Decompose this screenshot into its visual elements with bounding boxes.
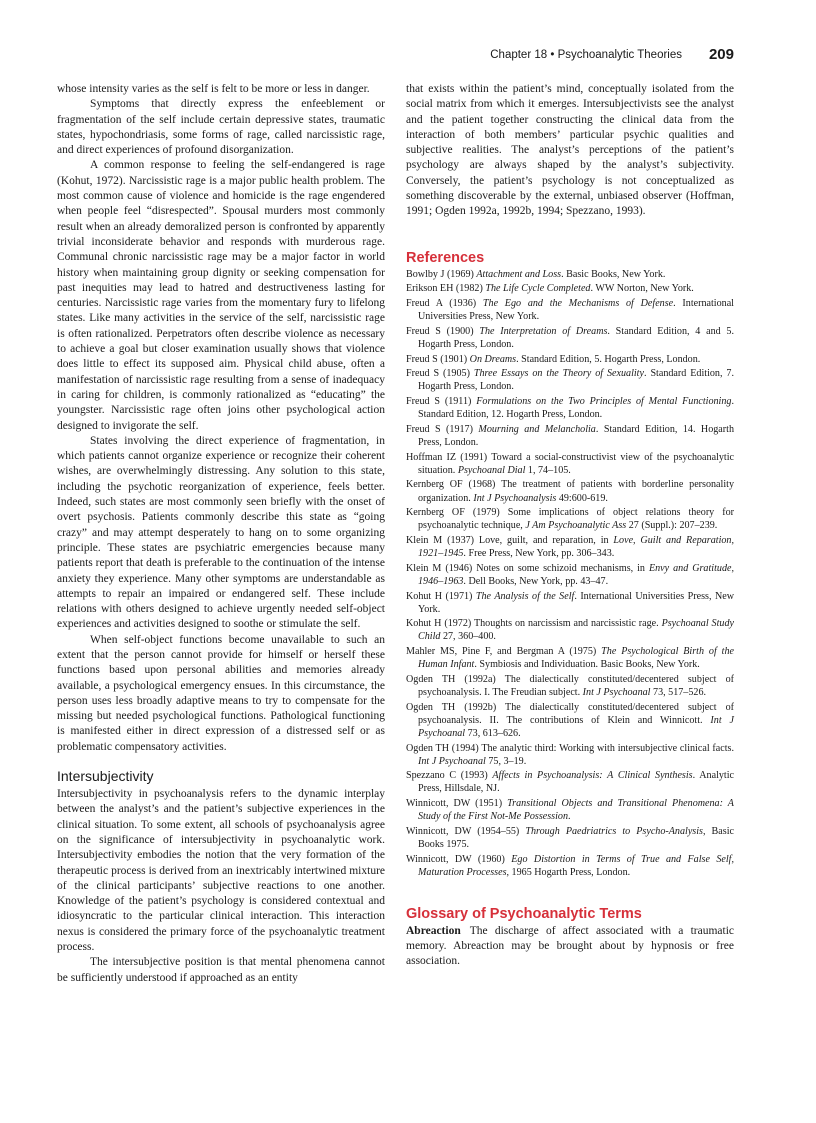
reference-text: , 1965 Hogarth Press, London.	[506, 866, 631, 878]
reference-text: 73, 613–626.	[465, 727, 521, 739]
body-text-bottom	[57, 787, 385, 986]
reference-title: The Life Cycle Completed	[485, 283, 591, 295]
reference-title: Love, Guilt and Reparation, 1921–1945	[418, 534, 735, 560]
reference-item	[406, 797, 734, 823]
glossary-definition: The discharge of affect associated with a traumatic memory. Abreaction may be brought about by hypnosis or free association.	[406, 924, 734, 968]
reference-title: Transitional Objects and Transitional Phenomena: A Study of the First Not-Me Possession	[418, 798, 734, 823]
reference-text: Freud S (1905)	[406, 368, 474, 380]
reference-text: . WW Norton, New York.	[590, 283, 694, 295]
reference-item	[406, 353, 734, 366]
reference-item	[406, 590, 734, 616]
reference-title: Ego Distortion in Terms of True and False Self, Maturation Processes	[418, 853, 734, 878]
reference-text: Mahler MS, Pine F, and Bergman A (1975)	[406, 646, 602, 658]
reference-item	[406, 825, 734, 851]
reference-title: Envy and Gratitude, 1946–1963	[418, 562, 734, 587]
reference-text: . Standard Edition, 7. Hogarth Press, London.	[418, 368, 734, 393]
reference-text: Kohut H (1971)	[406, 590, 476, 602]
reference-item	[406, 673, 734, 699]
reference-title: Affects in Psychoanalysis: A Clinical Synthesis	[492, 770, 693, 782]
reference-title: The Psychological Birth of the Human Infant	[418, 646, 734, 671]
reference-item	[406, 506, 734, 532]
reference-title: Mourning and Melancholia	[478, 423, 596, 435]
body-paragraph: States involving the direct experience of fragmentation, in which patients cannot organize experience or recognize their coherent wishes, are overwhelmingly distressing. Any solution to this state, including the psychotic reorganization of experience, feels better. Indeed, such states are most commonly seen briefly with the onset of overt psychosis. Patients commonly describe this state as “going crazy” and may attempt desperately to hang on to some organizing principle. These states are psychiatric emergencies because many patients report that death is preferable to the continuation of the intense anxiety they experience. Many other symptoms are understandable as attempts to repair an impaired or endangered self. These include relations with others designed to achieve urgently needed self-object experiences and activities designed to soothe or stimulate the self.	[57, 434, 385, 631]
reference-text: Freud A (1936)	[406, 298, 483, 310]
reference-title: The Ego and the Mechanisms of Defense	[482, 298, 674, 310]
reference-text: Ogden TH (1992b) The dialectically constituted/decentered subject of psychoanalysis. II. The contributions of Klein and Winnicott.	[406, 701, 734, 726]
reference-text: 27, 360–400.	[440, 631, 496, 643]
body-paragraph-continuation: that exists within the patient’s mind, conceptually isolated from the social matrix from which it emerges. Intersubjectivists see the analyst and the patient together constructing the clinical data from the interaction of both members’ particular psychic qualities and subjective realities. The analyst’s perceptions of the patient’s psychology are always shaped by the analyst’s subjectivity. Conversely, the patient’s psychology is not conceptualized as something discoverable by the external, unbiased observer (Hoffman, 1991; Ogden 1992a, 1992b, 1994; Spezzano, 1993).	[406, 83, 734, 218]
glossary-heading: Glossary of Psychoanalytic Terms	[406, 905, 642, 922]
reference-title: Int J Psychoanal	[418, 755, 486, 767]
reference-item	[406, 395, 734, 421]
glossary-term: Abreaction	[406, 924, 461, 937]
reference-text: 49:600-619.	[556, 492, 608, 504]
reference-text: . International Universities Press, New York.	[418, 590, 735, 615]
reference-title: J Am Psychoanalytic Ass	[525, 520, 627, 532]
reference-item	[406, 645, 734, 671]
reference-text: . Dell Books, New York, pp. 43–47.	[463, 575, 609, 587]
reference-text: Freud S (1917)	[406, 423, 479, 435]
reference-text: . Free Press, New York, pp. 306–343.	[463, 548, 615, 560]
reference-title: Int J Psychoanalysis	[473, 492, 557, 504]
reference-title: Int J Psychoanal	[418, 714, 734, 739]
reference-item	[406, 282, 734, 295]
reference-text: . Standard Edition, 12. Hogarth Press, London.	[418, 396, 734, 421]
reference-text: , Basic Books 1975.	[418, 825, 734, 850]
reference-item	[406, 423, 734, 449]
reference-title: Psychoanal Study Child	[418, 618, 734, 643]
reference-text: . Standard Edition, 5. Hogarth Press, London.	[516, 353, 701, 365]
right-column	[406, 82, 734, 970]
reference-text: 1, 74–105.	[525, 464, 571, 476]
reference-text: Freud S (1900)	[406, 325, 480, 337]
glossary-section	[406, 906, 734, 970]
reference-text: . Standard Edition, 4 and 5. Hogarth Press, London.	[418, 325, 734, 350]
reference-text: Winnicott, DW (1954–55)	[406, 825, 526, 837]
reference-title: The Interpretation of Dreams	[479, 325, 608, 337]
reference-text: Ogden TH (1992a) The dialectically constituted/decentered subject of psychoanalysis. I. The Freudian subject.	[406, 673, 734, 698]
reference-text: Klein M (1946) Notes on some schizoid mechanisms, in	[406, 562, 649, 574]
reference-text: Kernberg OF (1968) The treatment of patients with borderline personality organization.	[406, 479, 734, 504]
reference-title: Formulations on the Two Principles of Mental Functioning	[476, 396, 732, 408]
reference-text: . Analytic Press, Hillsdale, NJ.	[418, 770, 735, 795]
reference-item	[406, 325, 734, 351]
chapter-title: Chapter 18 • Psychoanalytic Theories	[490, 49, 682, 61]
reference-text: . Standard Edition, 14. Hogarth Press, London.	[418, 423, 734, 448]
reference-text: Kernberg OF (1979) Some implications of object relations theory for psychoanalytic technique,	[406, 507, 734, 532]
reference-item	[406, 701, 734, 740]
reference-item	[406, 769, 734, 795]
reference-text: . Symbiosis and Individuation. Basic Books, New York.	[474, 659, 700, 671]
body-paragraph: Intersubjectivity in psychoanalysis refers to the dynamic interplay between the analyst’s and the patient’s subjective experiences in the clinical situation. To some extent, all schools of psychoanalysis agree on the significance of intersubjectivity in psychoanalytic work. Intersubjectivity embodies the notion that the very formation of the therapeutic process is derived from an inextricably intertwined mixture of the clinical participants’ subjective reactions to one another. Knowledge of the patient’s psychology is considered contextual and idiosyncratic to the particular clinical interaction. This interaction nexus is considered the primary force of the psychoanalytic treatment process.	[57, 788, 385, 954]
body-paragraph: The intersubjective position is that mental phenomena cannot be sufficiently understood if approached as an entity	[57, 956, 385, 984]
reference-text: Hoffman IZ (1991) Toward a social-constructivist view of the psychoanalytic situation.	[406, 451, 734, 476]
reference-text: Erikson EH (1982)	[406, 283, 486, 295]
reference-title: Through Paedriatrics to Psycho-Analysis	[525, 825, 703, 837]
reference-item	[406, 853, 734, 879]
glossary-entry	[406, 924, 734, 970]
section-heading-intersubjectivity: Intersubjectivity	[57, 768, 154, 785]
reference-item	[406, 451, 734, 477]
reference-text: Spezzano C (1993)	[406, 770, 493, 782]
reference-text: Bowlby J (1969)	[406, 268, 477, 280]
reference-item	[406, 617, 734, 643]
reference-title: Int J Psychoanal	[582, 686, 651, 698]
reference-text: 73, 517–526.	[650, 686, 707, 698]
reference-text: Ogden TH (1994) The analytic third: Working with intersubjective clinical facts.	[406, 742, 734, 754]
body-text-top	[57, 82, 385, 755]
reference-item	[406, 478, 734, 504]
reference-text: Klein M (1937) Love, guilt, and reparation, in	[406, 534, 614, 546]
running-header	[490, 46, 734, 66]
body-paragraph: A common response to feeling the self-endangered is rage (Kohut, 1972). Narcissistic rage is a major public health problem. The most common cause of violence and homicide is the rage engendered when people feel “disrespected”. Spousal murders most commonly result when an already demoralized person is confronted by apparently trivial inconsiderate behavior and responds with murderous rage. Communal chronic narcissistic rage may be a major factor in world history when maintaining group dignity or seeking compensation for past inequities may lead to hatred and destructiveness lasting for centuries. Narcissistic rage varies from the momentary fury to lifelong states. Like many activities in the service of the self, narcissistic rage is often rationalized. Perpetrators often describe violence as necessary to achieve a goal but closer examination usually shows that violence does little to effect its supposed aim. Physical child abuse, often a manifestation of narcissistic rage resulting from a sense of inadequacy in caring for children, is commonly rationalized as “educating” the youngster. Narcissistic rage often joins other psychological action designed to invigorate the self.	[57, 159, 385, 432]
reference-item	[406, 268, 734, 281]
reference-item	[406, 534, 734, 560]
reference-text: Freud S (1901)	[406, 353, 470, 365]
reference-title: On Dreams	[469, 353, 517, 365]
page-number: 209	[708, 46, 734, 63]
reference-item	[406, 297, 734, 323]
reference-text: Winnicott, DW (1951)	[406, 798, 508, 810]
body-paragraph: Symptoms that directly express the enfeeblement or fragmentation of the self include certain depressive states, traumatic states, hypochondriasis, some forms of rage, called narcissistic rage, and direct experiences of profound disorganization.	[57, 98, 385, 157]
body-paragraph: When self-object functions become unavailable to such an extent that the person cannot provide for himself or herself these functions based upon personal abilities and memories already available, a psychological emergency ensues. In this circumstance, the person uses less broadly adaptive means to try to compensate for the missing but needed psychological functions. Pathological functioning is manifested either in direct expression of a distressed self or as problematic compensatory activities.	[57, 633, 385, 753]
reference-text: . Basic Books, New York.	[561, 268, 666, 280]
reference-title: Three Essays on the Theory of Sexuality	[473, 368, 644, 380]
body-paragraph: whose intensity varies as the self is felt to be more or less in danger.	[57, 83, 370, 95]
reference-title: Attachment and Loss	[476, 268, 562, 280]
reference-item	[406, 367, 734, 393]
reference-title: The Analysis of the Self	[475, 590, 575, 602]
reference-text: .	[568, 811, 571, 823]
reference-text: 27 (Suppl.): 207–239.	[626, 520, 718, 532]
reference-list	[406, 268, 734, 879]
reference-item	[406, 742, 734, 768]
references-heading: References	[406, 249, 485, 266]
reference-text: 75, 3–19.	[485, 755, 527, 767]
reference-text: Winnicott, DW (1960)	[406, 853, 512, 865]
left-column	[57, 82, 385, 986]
reference-text: Freud S (1911)	[406, 396, 477, 408]
reference-item	[406, 562, 734, 588]
reference-title: Psychoanal Dial	[457, 464, 526, 476]
references-section	[406, 250, 734, 879]
reference-text: . International Universities Press, New York.	[418, 298, 734, 323]
reference-text: Kohut H (1972) Thoughts on narcissism and narcissistic rage.	[406, 618, 662, 630]
